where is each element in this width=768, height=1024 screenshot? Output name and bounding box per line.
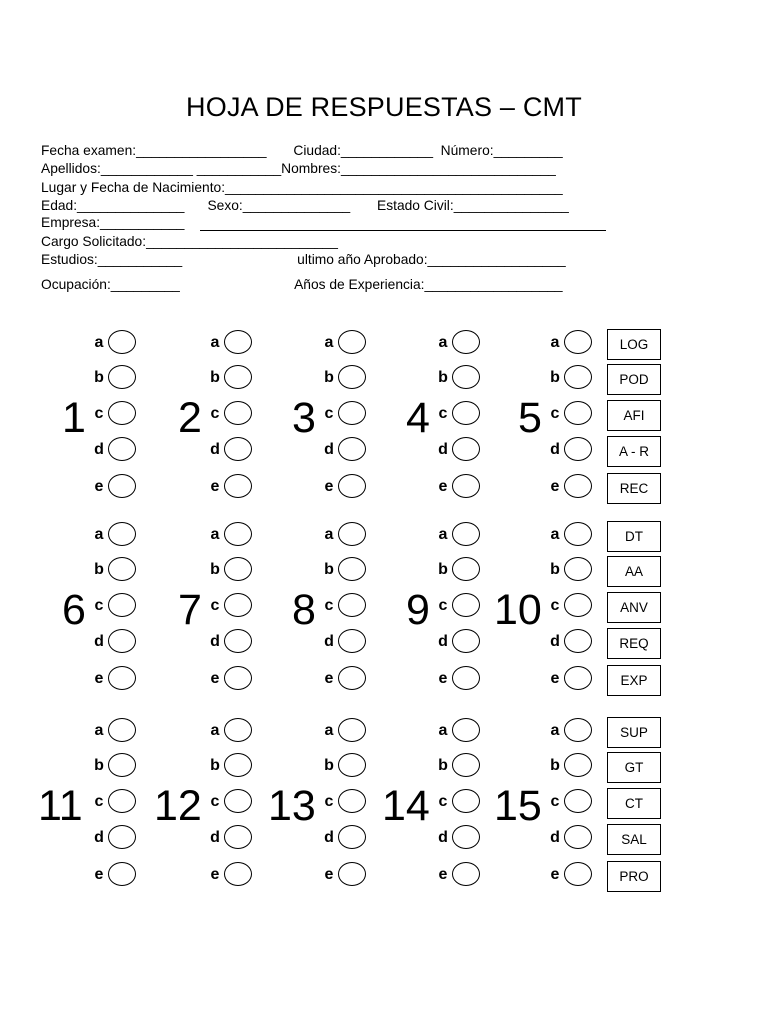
page-title: HOJA DE RESPUESTAS – CMT	[186, 92, 582, 122]
option-letter: e	[94, 866, 104, 883]
answer-bubble[interactable]	[224, 437, 252, 461]
option-letter: d	[324, 829, 334, 846]
answer-bubble[interactable]	[224, 789, 252, 813]
option-letter: b	[210, 561, 220, 578]
option-letter: e	[94, 478, 104, 495]
question-number: 11	[38, 782, 83, 830]
option-letter: e	[324, 478, 334, 495]
answer-bubble[interactable]	[452, 629, 480, 653]
answer-option[interactable]	[548, 753, 594, 781]
option-letter: d	[210, 633, 220, 650]
question-number: 8	[292, 586, 316, 634]
answer-option[interactable]	[322, 522, 368, 550]
answer-option[interactable]	[548, 401, 594, 429]
answer-bubble[interactable]	[338, 401, 366, 425]
answer-bubble[interactable]	[452, 522, 480, 546]
answer-bubble[interactable]	[108, 753, 136, 777]
answer-bubble[interactable]	[338, 666, 366, 690]
question-number: 6	[62, 586, 86, 634]
option-letter: d	[210, 829, 220, 846]
question-number: 5	[518, 394, 542, 442]
answer-bubble[interactable]	[338, 522, 366, 546]
option-letter: d	[324, 441, 334, 458]
answer-bubble[interactable]	[452, 753, 480, 777]
answer-option[interactable]	[208, 825, 254, 853]
option-letter: b	[324, 561, 334, 578]
category-box: SUP	[607, 717, 661, 748]
answer-bubble[interactable]	[564, 789, 592, 813]
answer-option[interactable]	[436, 474, 482, 502]
option-letter: c	[324, 597, 334, 614]
answer-option[interactable]	[322, 365, 368, 393]
answer-bubble[interactable]	[108, 593, 136, 617]
answer-option[interactable]	[208, 437, 254, 465]
option-letter: a	[94, 526, 104, 543]
answer-bubble[interactable]	[452, 593, 480, 617]
answer-bubble[interactable]	[224, 330, 252, 354]
answer-bubble[interactable]	[452, 330, 480, 354]
answer-bubble[interactable]	[452, 825, 480, 849]
answer-option[interactable]	[92, 474, 138, 502]
option-letter: c	[438, 793, 448, 810]
answer-option[interactable]	[208, 629, 254, 657]
answer-bubble[interactable]	[224, 666, 252, 690]
answer-option[interactable]	[208, 753, 254, 781]
option-letter: c	[210, 793, 220, 810]
answer-bubble[interactable]	[108, 330, 136, 354]
category-box: PRO	[607, 861, 661, 892]
answer-option[interactable]	[436, 825, 482, 853]
answer-bubble[interactable]	[452, 474, 480, 498]
answer-bubble[interactable]	[338, 629, 366, 653]
answer-bubble[interactable]	[108, 365, 136, 389]
option-letter: a	[550, 722, 560, 739]
answer-option[interactable]	[436, 557, 482, 585]
answer-option[interactable]	[208, 862, 254, 890]
form-line: Ocupación:_________ Años de Experiencia:__________________	[41, 277, 563, 292]
question-number: 12	[154, 782, 202, 830]
answer-bubble[interactable]	[564, 437, 592, 461]
option-letter: b	[550, 757, 560, 774]
option-letter: e	[210, 866, 220, 883]
answer-bubble[interactable]	[452, 437, 480, 461]
answer-bubble[interactable]	[564, 666, 592, 690]
option-letter: a	[324, 334, 334, 351]
answer-option[interactable]	[208, 666, 254, 694]
answer-bubble[interactable]	[224, 753, 252, 777]
answer-bubble[interactable]	[564, 825, 592, 849]
answer-bubble[interactable]	[564, 522, 592, 546]
option-letter: b	[94, 757, 104, 774]
answer-option[interactable]	[548, 365, 594, 393]
answer-option[interactable]	[322, 753, 368, 781]
form-line: Fecha examen:_________________ Ciudad:____________ Número:_________	[41, 143, 563, 158]
answer-option[interactable]	[208, 522, 254, 550]
option-letter: d	[550, 829, 560, 846]
answer-option[interactable]	[322, 401, 368, 429]
category-box: AA	[607, 556, 661, 587]
answer-option[interactable]	[436, 718, 482, 746]
option-letter: c	[550, 405, 560, 422]
answer-bubble[interactable]	[338, 474, 366, 498]
answer-bubble[interactable]	[224, 718, 252, 742]
answer-option[interactable]	[92, 753, 138, 781]
option-letter: e	[324, 670, 334, 687]
answer-bubble[interactable]	[564, 330, 592, 354]
question-number: 9	[406, 586, 430, 634]
answer-option[interactable]	[208, 330, 254, 358]
option-letter: e	[550, 478, 560, 495]
answer-option[interactable]	[322, 437, 368, 465]
option-letter: d	[324, 633, 334, 650]
option-letter: a	[324, 526, 334, 543]
answer-option[interactable]	[208, 718, 254, 746]
option-letter: b	[94, 561, 104, 578]
answer-bubble[interactable]	[564, 862, 592, 886]
option-letter: d	[94, 633, 104, 650]
answer-option[interactable]	[548, 522, 594, 550]
option-letter: d	[94, 829, 104, 846]
answer-option[interactable]	[208, 789, 254, 817]
answer-option[interactable]	[92, 401, 138, 429]
answer-bubble[interactable]	[224, 401, 252, 425]
option-letter: a	[438, 526, 448, 543]
option-letter: a	[210, 722, 220, 739]
form-line: Edad:______________ Sexo:______________ Estado Civil:_______________	[41, 198, 569, 213]
option-letter: b	[324, 369, 334, 386]
option-letter: b	[210, 757, 220, 774]
answer-bubble[interactable]	[108, 522, 136, 546]
option-letter: c	[94, 405, 104, 422]
option-letter: e	[324, 866, 334, 883]
answer-option[interactable]	[548, 437, 594, 465]
answer-bubble[interactable]	[452, 365, 480, 389]
category-box: ANV	[607, 592, 661, 623]
answer-bubble[interactable]	[224, 557, 252, 581]
question-number: 14	[382, 782, 430, 830]
answer-option[interactable]	[436, 330, 482, 358]
category-box: EXP	[607, 665, 661, 696]
question-number: 10	[494, 586, 542, 634]
option-letter: a	[550, 334, 560, 351]
answer-option[interactable]	[436, 593, 482, 621]
option-letter: c	[210, 597, 220, 614]
answer-option[interactable]	[436, 789, 482, 817]
answer-bubble[interactable]	[338, 862, 366, 886]
category-box: GT	[607, 752, 661, 783]
option-letter: d	[438, 633, 448, 650]
option-letter: e	[550, 670, 560, 687]
answer-option[interactable]	[548, 629, 594, 657]
option-letter: a	[324, 722, 334, 739]
answer-bubble[interactable]	[108, 437, 136, 461]
answer-option[interactable]	[92, 557, 138, 585]
answer-option[interactable]	[322, 629, 368, 657]
answer-option[interactable]	[436, 437, 482, 465]
option-letter: c	[210, 405, 220, 422]
answer-option[interactable]	[208, 557, 254, 585]
option-letter: e	[210, 670, 220, 687]
answer-bubble[interactable]	[338, 437, 366, 461]
option-letter: c	[438, 597, 448, 614]
category-box: A - R	[607, 436, 661, 467]
answer-bubble[interactable]	[564, 557, 592, 581]
answer-option[interactable]	[436, 365, 482, 393]
option-letter: c	[94, 793, 104, 810]
answer-option[interactable]	[322, 593, 368, 621]
option-letter: e	[94, 670, 104, 687]
option-letter: e	[550, 866, 560, 883]
option-letter: b	[438, 369, 448, 386]
category-box: AFI	[607, 400, 661, 431]
option-letter: b	[550, 561, 560, 578]
answer-option[interactable]	[548, 474, 594, 502]
answer-bubble[interactable]	[224, 522, 252, 546]
answer-option[interactable]	[92, 629, 138, 657]
question-number: 1	[62, 394, 86, 442]
option-letter: e	[438, 670, 448, 687]
answer-bubble[interactable]	[108, 474, 136, 498]
answer-option[interactable]	[92, 330, 138, 358]
option-letter: c	[550, 793, 560, 810]
answer-bubble[interactable]	[224, 474, 252, 498]
category-box: CT	[607, 788, 661, 819]
option-letter: d	[550, 633, 560, 650]
option-letter: a	[210, 526, 220, 543]
answer-option[interactable]	[548, 666, 594, 694]
option-letter: b	[210, 369, 220, 386]
answer-option[interactable]	[92, 593, 138, 621]
category-box: LOG	[607, 329, 661, 360]
answer-option[interactable]	[92, 718, 138, 746]
answer-option[interactable]	[436, 666, 482, 694]
category-box: REC	[607, 473, 661, 504]
answer-bubble[interactable]	[224, 825, 252, 849]
category-box: POD	[607, 364, 661, 395]
form-line: Apellidos:____________ ___________Nombres:____________________________	[41, 161, 556, 176]
option-letter: e	[438, 478, 448, 495]
answer-bubble[interactable]	[338, 330, 366, 354]
option-letter: a	[438, 722, 448, 739]
option-letter: c	[324, 405, 334, 422]
answer-option[interactable]	[322, 789, 368, 817]
answer-option[interactable]	[436, 522, 482, 550]
answer-bubble[interactable]	[108, 666, 136, 690]
answer-bubble[interactable]	[108, 718, 136, 742]
answer-bubble[interactable]	[452, 401, 480, 425]
option-letter: b	[94, 369, 104, 386]
answer-bubble[interactable]	[108, 862, 136, 886]
question-number: 3	[292, 394, 316, 442]
answer-bubble[interactable]	[224, 862, 252, 886]
answer-option[interactable]	[322, 557, 368, 585]
answer-bubble[interactable]	[338, 593, 366, 617]
answer-option[interactable]	[322, 862, 368, 890]
empresa-extra-underline	[200, 230, 606, 231]
answer-bubble[interactable]	[564, 474, 592, 498]
option-letter: e	[210, 478, 220, 495]
answer-option[interactable]	[92, 522, 138, 550]
question-number: 13	[268, 782, 316, 830]
answer-option[interactable]	[208, 365, 254, 393]
category-box: REQ	[607, 628, 661, 659]
answer-option[interactable]	[322, 474, 368, 502]
answer-bubble[interactable]	[564, 718, 592, 742]
answer-bubble[interactable]	[564, 401, 592, 425]
answer-bubble[interactable]	[564, 629, 592, 653]
answer-option[interactable]	[208, 401, 254, 429]
answer-option[interactable]	[92, 437, 138, 465]
category-box: SAL	[607, 824, 661, 855]
answer-bubble[interactable]	[452, 789, 480, 813]
answer-option[interactable]	[92, 862, 138, 890]
answer-option[interactable]	[322, 718, 368, 746]
answer-option[interactable]	[548, 557, 594, 585]
option-letter: a	[94, 722, 104, 739]
answer-option[interactable]	[548, 718, 594, 746]
answer-option[interactable]	[92, 365, 138, 393]
option-letter: a	[550, 526, 560, 543]
answer-bubble[interactable]	[108, 557, 136, 581]
answer-option[interactable]	[322, 825, 368, 853]
form-line: Empresa:___________	[41, 215, 185, 230]
answer-bubble[interactable]	[108, 789, 136, 813]
option-letter: d	[438, 829, 448, 846]
option-letter: d	[210, 441, 220, 458]
option-letter: c	[324, 793, 334, 810]
answer-option[interactable]	[92, 666, 138, 694]
answer-bubble[interactable]	[564, 593, 592, 617]
form-line: Estudios:___________ ultimo año Aprobado:__________________	[41, 252, 566, 267]
option-letter: d	[438, 441, 448, 458]
question-number: 2	[178, 394, 202, 442]
answer-bubble[interactable]	[452, 557, 480, 581]
answer-bubble[interactable]	[108, 401, 136, 425]
answer-option[interactable]	[322, 666, 368, 694]
option-letter: b	[550, 369, 560, 386]
answer-bubble[interactable]	[338, 753, 366, 777]
answer-bubble[interactable]	[224, 629, 252, 653]
option-letter: a	[438, 334, 448, 351]
answer-option[interactable]	[436, 629, 482, 657]
option-letter: b	[438, 757, 448, 774]
answer-option[interactable]	[436, 862, 482, 890]
option-letter: e	[438, 866, 448, 883]
answer-bubble[interactable]	[338, 557, 366, 581]
question-number: 7	[178, 586, 202, 634]
answer-option[interactable]	[92, 825, 138, 853]
answer-option[interactable]	[436, 401, 482, 429]
option-letter: d	[550, 441, 560, 458]
answer-bubble[interactable]	[338, 789, 366, 813]
answer-option[interactable]	[548, 330, 594, 358]
answer-bubble[interactable]	[224, 593, 252, 617]
option-letter: c	[550, 597, 560, 614]
answer-option[interactable]	[548, 825, 594, 853]
answer-option[interactable]	[322, 330, 368, 358]
answer-bubble[interactable]	[338, 825, 366, 849]
answer-bubble[interactable]	[452, 718, 480, 742]
answer-bubble[interactable]	[224, 365, 252, 389]
option-letter: b	[324, 757, 334, 774]
question-number: 4	[406, 394, 430, 442]
answer-option[interactable]	[436, 753, 482, 781]
answer-option[interactable]	[548, 862, 594, 890]
answer-bubble[interactable]	[564, 365, 592, 389]
answer-bubble[interactable]	[452, 862, 480, 886]
option-letter: a	[210, 334, 220, 351]
answer-bubble[interactable]	[108, 825, 136, 849]
answer-bubble[interactable]	[452, 666, 480, 690]
answer-bubble[interactable]	[338, 718, 366, 742]
option-letter: d	[94, 441, 104, 458]
answer-bubble[interactable]	[338, 365, 366, 389]
form-line: Lugar y Fecha de Nacimiento:____________________________________________	[41, 180, 563, 195]
answer-option[interactable]	[548, 593, 594, 621]
option-letter: c	[438, 405, 448, 422]
option-letter: b	[438, 561, 448, 578]
answer-bubble[interactable]	[564, 753, 592, 777]
option-letter: a	[94, 334, 104, 351]
answer-option[interactable]	[92, 789, 138, 817]
form-line: Cargo Solicitado:_________________________	[41, 234, 338, 249]
option-letter: c	[94, 597, 104, 614]
answer-bubble[interactable]	[108, 629, 136, 653]
question-number: 15	[494, 782, 542, 830]
category-box: DT	[607, 521, 661, 552]
answer-option[interactable]	[208, 593, 254, 621]
answer-option[interactable]	[208, 474, 254, 502]
answer-option[interactable]	[548, 789, 594, 817]
